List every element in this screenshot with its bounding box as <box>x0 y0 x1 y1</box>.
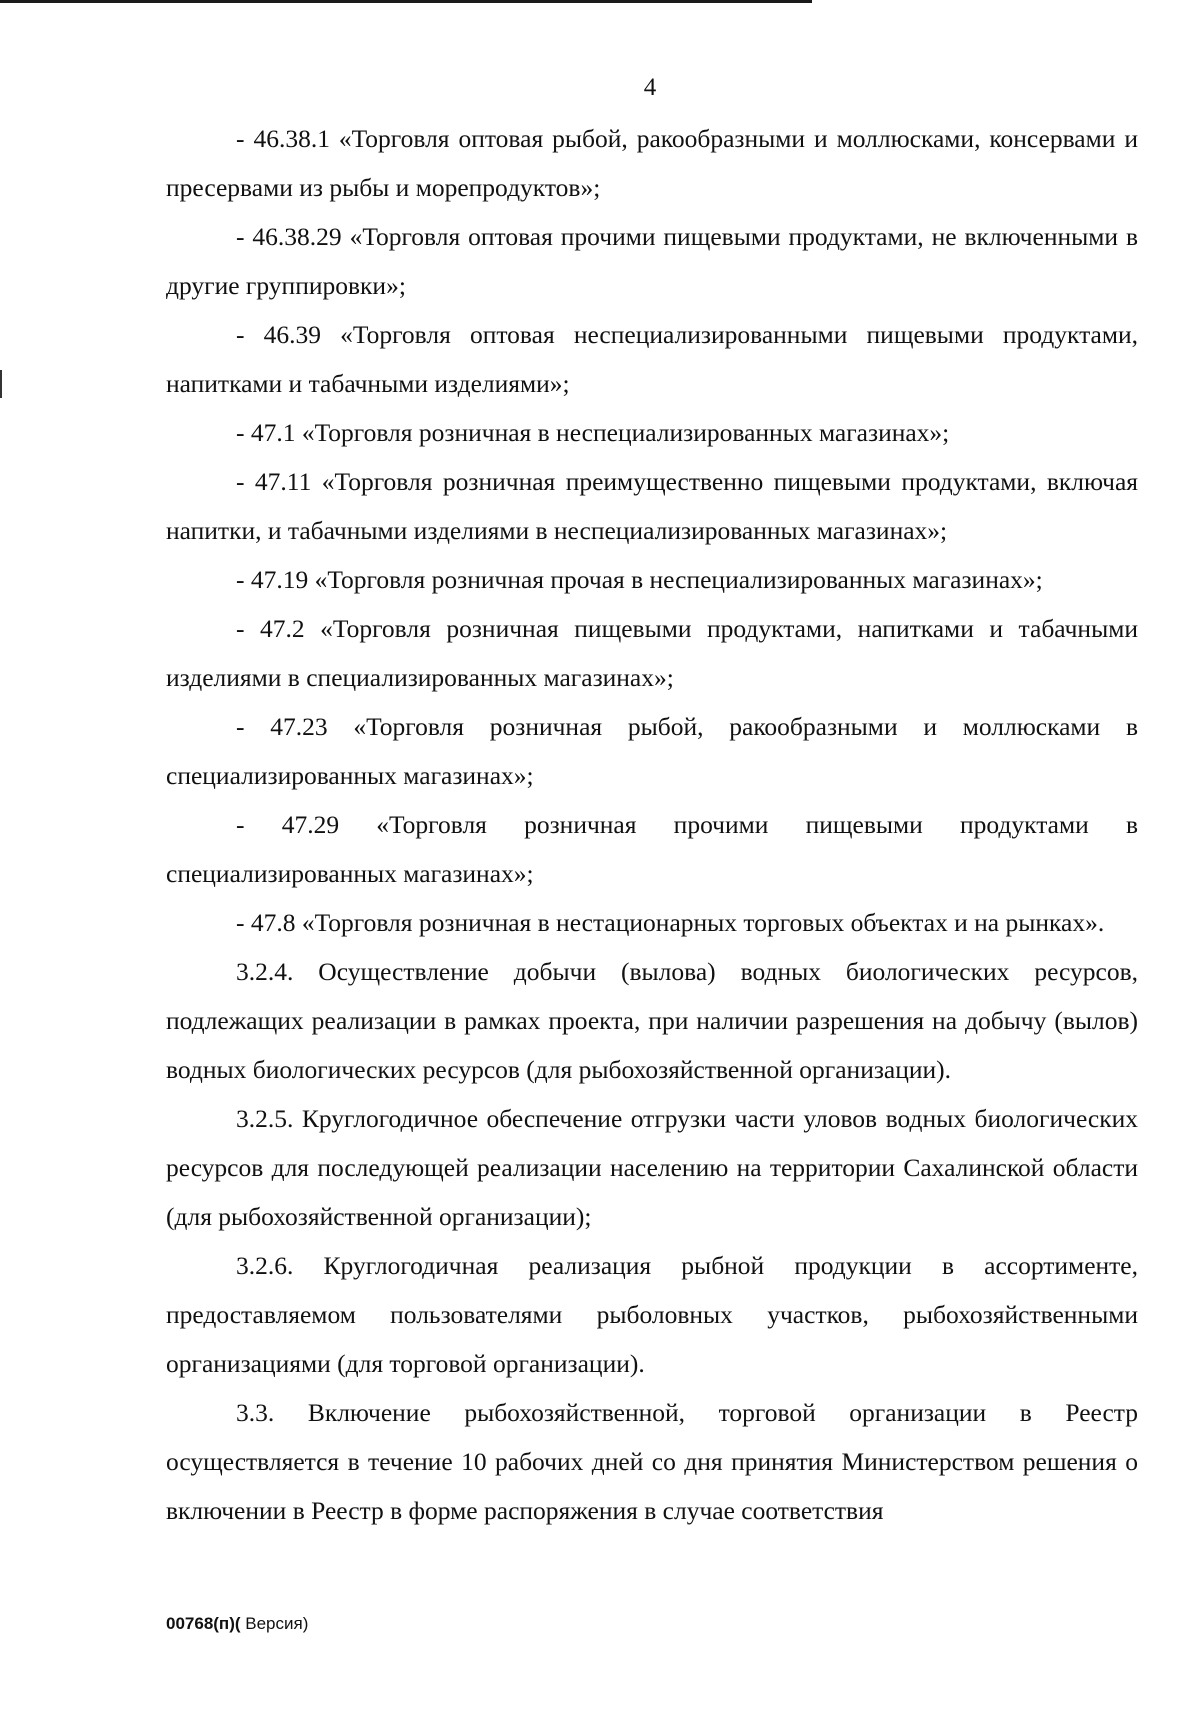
clause-3-2-6: 3.2.6. Круглогодичная реализация рыбной продукции в ассортименте, предоставляемом пользователями рыболовных участков, рыбохозяйственными организациями (для торговой организации). <box>166 1251 1138 1378</box>
document-code-footer <box>166 1614 308 1634</box>
list-item-47-19: - 47.19 «Торговля розничная прочая в неспециализированных магазинах»; <box>236 565 1043 594</box>
list-item-47-2: - 47.2 «Торговля розничная пищевыми продуктами, напитками и табачными изделиями в специализированных магазинах»; <box>166 614 1138 692</box>
list-item-46-38-29: - 46.38.29 «Торговля оптовая прочими пищевыми продуктами, не включенными в другие группировки»; <box>166 222 1138 300</box>
document-body <box>166 114 1138 1535</box>
clause-3-2-5: 3.2.5. Круглогодичное обеспечение отгрузки части уловов водных биологических ресурсов для последующей реализации населению на территории Сахалинской области (для рыбохозяйственной организации); <box>166 1104 1138 1231</box>
document-code: 00768(п)( <box>166 1614 241 1633</box>
list-item-47-1: - 47.1 «Торговля розничная в неспециализированных магазинах»; <box>236 418 950 447</box>
list-item-46-39: - 46.39 «Торговля оптовая неспециализированными пищевыми продуктами, напитками и табачными изделиями»; <box>166 320 1138 398</box>
document-version-label: Версия) <box>240 1614 309 1633</box>
page-number: 4 <box>643 74 657 101</box>
list-item-47-8: - 47.8 «Торговля розничная в нестационарных торговых объектах и на рынках». <box>236 908 1105 937</box>
list-item-47-29: - 47.29 «Торговля розничная прочими пищевыми продуктами в специализированных магазинах»; <box>166 810 1138 888</box>
list-item-46-38-1: - 46.38.1 «Торговля оптовая рыбой, ракообразными и моллюсками, консервами и пресервами из рыбы и морепродуктов»; <box>166 124 1138 202</box>
list-item-47-11: - 47.11 «Торговля розничная преимущественно пищевыми продуктами, включая напитки, и табачными изделиями в неспециализированных магазинах»; <box>166 467 1138 545</box>
top-border-line <box>0 0 812 3</box>
clause-3-3: 3.3. Включение рыбохозяйственной, торговой организации в Реестр осуществляется в течение 10 рабочих дней со дня принятия Министерством решения о включении в Реестр в форме распоряжения в случае соответствия <box>166 1398 1138 1525</box>
list-item-47-23: - 47.23 «Торговля розничная рыбой, ракообразными и моллюсками в специализированных магазинах»; <box>166 712 1138 790</box>
clause-3-2-4: 3.2.4. Осуществление добычи (вылова) водных биологических ресурсов, подлежащих реализации в рамках проекта, при наличии разрешения на добычу (вылов) водных биологических ресурсов (для рыбохозяйственной организации). <box>166 957 1138 1084</box>
scan-margin-mark <box>0 370 2 398</box>
